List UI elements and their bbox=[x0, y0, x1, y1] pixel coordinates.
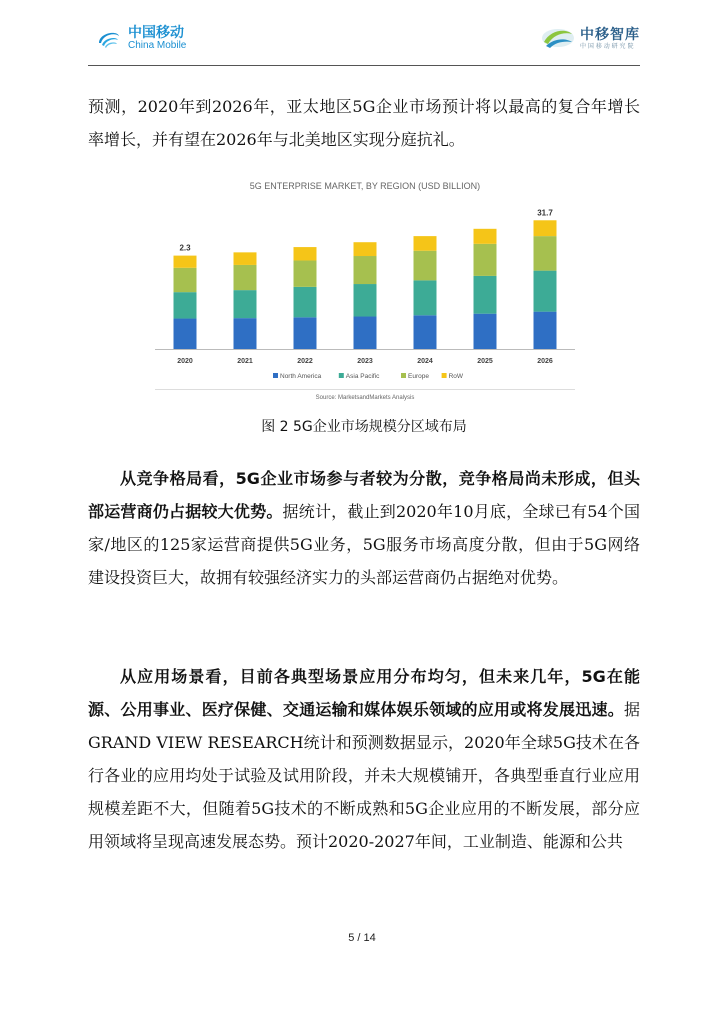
data-label-2020: 2.3 bbox=[179, 243, 191, 253]
bar-segment-asia-pacific-2023 bbox=[354, 284, 377, 316]
right-logo-cn: 中移智库 bbox=[580, 27, 640, 43]
china-mobile-logo bbox=[96, 26, 186, 51]
legend-swatch-north-america bbox=[273, 373, 278, 378]
page-number: 5 / 14 bbox=[348, 932, 376, 944]
data-label-2026: 31.7 bbox=[537, 208, 553, 218]
paragraph-applications bbox=[88, 660, 640, 858]
china-mobile-emblem-icon bbox=[96, 28, 122, 50]
enterprise-market-chart bbox=[155, 175, 575, 405]
applications-body: 据GRAND VIEW RESEARCH统计和预测数据显示，2020年全球5G技术在各行各业的应用均处于试验及试用阶段，并未大规模铺开，各典型垂直行业应用规模差距不大，但随着5G技术的不断成熟和5G企业应用的不断发展，部分应用领域将呈现高速发展态势。预计2020-2027年间，工业制造、能源和公共 bbox=[88, 700, 640, 851]
bar-segment-row-2023 bbox=[354, 242, 377, 256]
x-tick-label-2025: 2025 bbox=[477, 358, 493, 365]
bar-segment-row-2021 bbox=[234, 252, 257, 265]
left-logo-cn: 中国移动 bbox=[128, 25, 184, 41]
applications-lead: 从应用场景看，目前各典型场景应用分布均匀，但未来几年，5G在能源、公用事业、医疗保健、交通运输和媒体娱乐领域的应用或将发展迅速。 bbox=[88, 667, 640, 719]
bar-segment-europe-2022 bbox=[294, 260, 317, 286]
bar-segment-asia-pacific-2024 bbox=[414, 280, 437, 315]
paragraph-forecast-text: 预测，2020年到2026年，亚太地区5G企业市场预计将以最高的复合年增长率增长，并有望在2026年与北美地区实现分庭抗礼。 bbox=[88, 97, 640, 149]
x-tick-label-2024: 2024 bbox=[417, 358, 433, 365]
page-header bbox=[88, 24, 640, 64]
bar-segment-asia-pacific-2026 bbox=[534, 271, 557, 312]
bar-segment-north-america-2026 bbox=[534, 312, 557, 349]
bar-segment-europe-2023 bbox=[354, 256, 377, 284]
chart-source: Source: MarketsandMarkets Analysis bbox=[315, 395, 415, 401]
think-tank-emblem-icon bbox=[540, 24, 576, 54]
bar-segment-europe-2024 bbox=[414, 251, 437, 281]
bar-segment-asia-pacific-2021 bbox=[234, 290, 257, 318]
bar-segment-row-2024 bbox=[414, 236, 437, 251]
chart-title: 5G ENTERPRISE MARKET, BY REGION (USD BILLION) bbox=[249, 181, 481, 191]
paragraph-competition bbox=[88, 462, 640, 594]
bar-segment-north-america-2025 bbox=[474, 314, 497, 349]
bar-segment-asia-pacific-2025 bbox=[474, 276, 497, 314]
bar-segment-row-2026 bbox=[534, 220, 557, 236]
bar-segment-north-america-2022 bbox=[294, 317, 317, 349]
legend-swatch-asia-pacific bbox=[339, 373, 344, 378]
x-tick-label-2022: 2022 bbox=[297, 358, 313, 365]
bar-segment-north-america-2024 bbox=[414, 315, 437, 349]
legend-label-row: RoW bbox=[448, 373, 464, 380]
x-tick-label-2023: 2023 bbox=[357, 358, 373, 365]
bar-segment-europe-2026 bbox=[534, 236, 557, 271]
paragraph-forecast bbox=[88, 90, 640, 156]
bar-segment-row-2020 bbox=[174, 256, 197, 268]
bar-segment-north-america-2021 bbox=[234, 318, 257, 349]
bar-segment-asia-pacific-2022 bbox=[294, 287, 317, 317]
x-tick-label-2021: 2021 bbox=[237, 358, 253, 365]
bar-segment-europe-2025 bbox=[474, 244, 497, 276]
competition-body: 据统计，截止到2020年10月底，全球已有54个国家/地区的125家运营商提供5G业务，5G服务市场高度分散，但由于5G网络建设投资巨大，故拥有较强经济实力的头部运营商仍占据绝对优势。 bbox=[88, 502, 640, 587]
legend-swatch-row bbox=[442, 373, 447, 378]
cmri-think-tank-logo bbox=[540, 24, 640, 54]
bar-segment-north-america-2023 bbox=[354, 317, 377, 349]
legend-label-north-america: North America bbox=[280, 373, 322, 380]
bar-segment-europe-2020 bbox=[174, 268, 197, 292]
bar-segment-row-2022 bbox=[294, 247, 317, 260]
right-logo-en: 中 国 移 动 研 究 院 bbox=[580, 43, 634, 50]
x-tick-label-2026: 2026 bbox=[537, 358, 553, 365]
bar-segment-europe-2021 bbox=[234, 265, 257, 290]
bar-segment-row-2025 bbox=[474, 229, 497, 244]
left-logo-en: China Mobile bbox=[128, 40, 187, 51]
legend-label-asia-pacific: Asia Pacific bbox=[345, 373, 380, 380]
figure-caption: 图 2 5G企业市场规模分区域布局 bbox=[261, 419, 467, 435]
x-tick-label-2020: 2020 bbox=[177, 358, 193, 365]
competition-lead: 从竞争格局看，5G企业市场参与者较为分散，竞争格局尚未形成，但头部运营商仍占据较大优势。 bbox=[88, 469, 640, 521]
bar-segment-north-america-2020 bbox=[174, 319, 197, 349]
legend-label-europe: Europe bbox=[408, 373, 429, 380]
bar-segment-asia-pacific-2020 bbox=[174, 292, 197, 318]
legend-swatch-europe bbox=[401, 373, 406, 378]
header-divider bbox=[88, 65, 640, 66]
